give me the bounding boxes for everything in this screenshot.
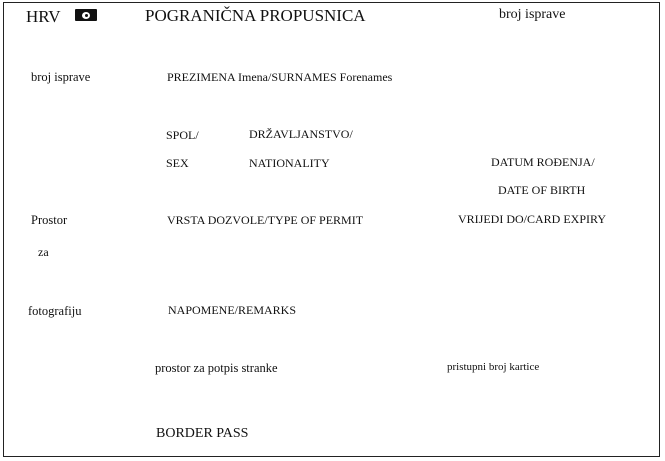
sex-label-en: SEX bbox=[166, 156, 189, 170]
remarks-label: NAPOMENE/REMARKS bbox=[168, 303, 297, 317]
names-field-label: PREZIMENA Imena/SURNAMES Forenames bbox=[167, 70, 393, 84]
camera-chip-icon bbox=[75, 9, 97, 21]
dob-label-en: DATE OF BIRTH bbox=[498, 183, 586, 197]
card-name: BORDER PASS bbox=[156, 426, 249, 441]
header-doc-number-label: broj isprave bbox=[499, 7, 566, 22]
signature-space-label: prostor za potpis stranke bbox=[155, 361, 278, 375]
photo-label-line3: fotografiju bbox=[28, 304, 82, 318]
sex-label-hr: SPOL/ bbox=[166, 128, 199, 142]
dob-label-hr: DATUM ROĐENJA/ bbox=[491, 155, 595, 169]
photo-label-line2: za bbox=[38, 245, 49, 259]
photo-label-line1: Prostor bbox=[31, 213, 68, 227]
document-title: POGRANIČNA PROPUSNICA bbox=[145, 6, 366, 25]
access-number-label: pristupni broj kartice bbox=[447, 361, 540, 373]
country-code: HRV bbox=[26, 7, 61, 26]
left-doc-number-label: broj isprave bbox=[31, 70, 91, 84]
permit-type-label: VRSTA DOZVOLE/TYPE OF PERMIT bbox=[167, 213, 364, 227]
nationality-label-en: NATIONALITY bbox=[249, 156, 330, 170]
card-expiry-label: VRIJEDI DO/CARD EXPIRY bbox=[458, 212, 607, 226]
nationality-label-hr: DRŽAVLJANSTVO/ bbox=[249, 127, 353, 141]
